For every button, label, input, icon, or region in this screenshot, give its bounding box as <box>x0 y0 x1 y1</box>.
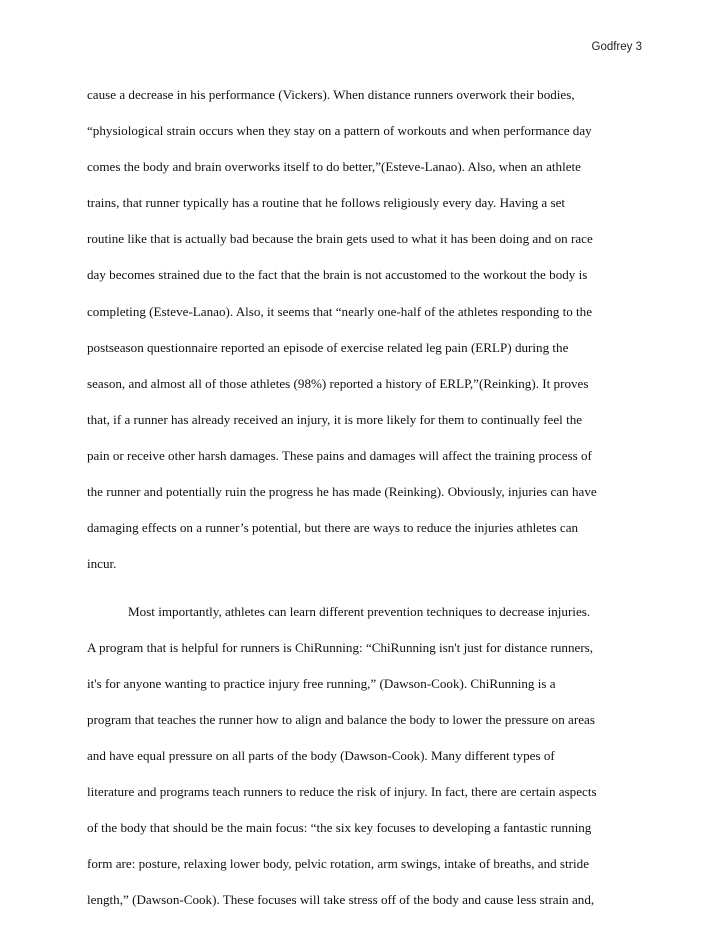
text-line: routine like that is actually bad because the brain gets used to what it has been doing and on race <box>87 231 593 247</box>
text-line: trains, that runner typically has a routine that he follows religiously every day. Having a set <box>87 195 566 211</box>
text-line: that, if a runner has already received an injury, it is more likely for them to continually feel the <box>87 411 583 427</box>
text-line: incur. <box>87 556 117 572</box>
text-line: damaging effects on a runner’s potential, but there are ways to reduce the injuries athletes can <box>87 520 579 536</box>
text-line: literature and programs teach runners to reduce the risk of injury. In fact, there are certain aspects <box>87 784 597 800</box>
text-line: length,” (Dawson-Cook). These focuses will take stress off of the body and cause less strain and, <box>87 892 595 908</box>
text-line: completing (Esteve-Lanao). Also, it seems that “nearly one-half of the athletes responding to the <box>87 303 593 319</box>
text-line: comes the body and brain overworks itself to do better,”(Esteve-Lanao). Also, when an athlete <box>87 159 581 175</box>
text-line: postseason questionnaire reported an episode of exercise related leg pain (ERLP) during the <box>87 339 569 355</box>
text-line: season, and almost all of those athletes (98%) reported a history of ERLP,”(Reinking). It proves <box>87 375 589 391</box>
text-line: the runner and potentially ruin the progress he has made (Reinking). Obviously, injuries can have <box>87 484 597 500</box>
text-line: Most importantly, athletes can learn different prevention techniques to decrease injuries. <box>128 603 591 619</box>
text-line: and have equal pressure on all parts of the body (Dawson-Cook). Many different types of <box>87 748 555 764</box>
text-line: “physiological strain occurs when they stay on a pattern of workouts and when performance day <box>87 123 592 139</box>
text-line: form are: posture, relaxing lower body, pelvic rotation, arm swings, intake of breaths, and stride <box>87 856 590 872</box>
body-text <box>87 77 657 919</box>
paragraph-gap <box>87 582 657 593</box>
text-line: program that teaches the runner how to align and balance the body to lower the pressure on areas <box>87 711 595 727</box>
text-line: cause a decrease in his performance (Vickers). When distance runners overwork their bodies, <box>87 87 575 102</box>
text-line: of the body that should be the main focus: “the six key focuses to developing a fantastic running <box>87 820 592 836</box>
text-line: day becomes strained due to the fact that the brain is not accustomed to the workout the body is <box>87 267 588 283</box>
text-line: pain or receive other harsh damages. These pains and damages will affect the training process of <box>87 447 592 463</box>
text-line: it's for anyone wanting to practice injury free running,” (Dawson-Cook). ChiRunning is a <box>87 675 556 691</box>
text-line: A program that is helpful for runners is ChiRunning: “ChiRunning isn't just for distance runners, <box>87 639 594 655</box>
running-head: Godfrey 3 <box>591 41 642 53</box>
